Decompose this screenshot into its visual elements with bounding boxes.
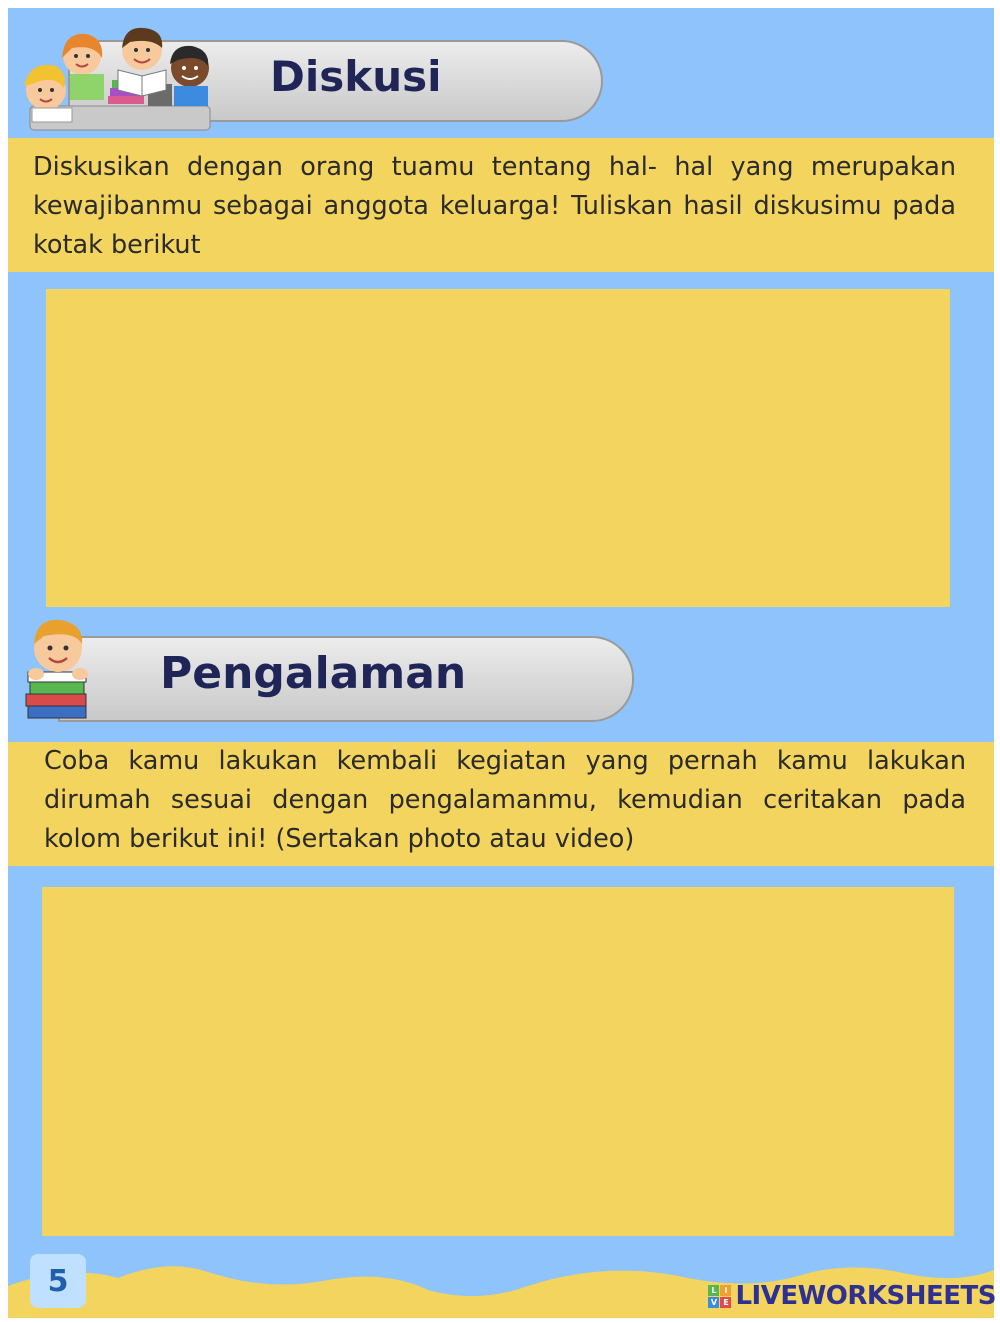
logo-letter: I	[720, 1285, 731, 1296]
worksheet-page	[8, 8, 994, 1318]
pengalaman-heading: Pengalaman	[160, 648, 467, 699]
page-number: 5	[30, 1254, 86, 1308]
pengalaman-answer-box[interactable]	[42, 887, 954, 1236]
diskusi-heading: Diskusi	[270, 52, 442, 101]
logo-letter: E	[720, 1297, 731, 1308]
logo-letter: V	[708, 1297, 719, 1308]
liveworksheets-brand[interactable]	[708, 1282, 996, 1310]
boy-with-books-illustration	[22, 616, 92, 726]
liveworksheets-logo	[708, 1285, 731, 1308]
diskusi-instruction-text: Diskusikan dengan orang tuamu tentang hal- hal yang merupakan kewajibanmu sebagai anggota keluarga! Tuliskan hasil diskusimu pada kotak berikut	[33, 152, 956, 260]
children-reading-illustration	[10, 18, 220, 133]
brand-name: LIVEWORKSHEETS	[735, 1281, 996, 1311]
diskusi-answer-box[interactable]	[46, 289, 950, 607]
logo-letter: L	[708, 1285, 719, 1296]
diskusi-instruction-band	[8, 138, 994, 272]
pengalaman-instruction-band	[8, 742, 994, 866]
pengalaman-instruction-text: Coba kamu lakukan kembali kegiatan yang pernah kamu lakukan dirumah sesuai dengan pengalamanmu, kemudian ceritakan pada kolom berikut ini! (Sertakan photo atau video)	[44, 746, 966, 854]
